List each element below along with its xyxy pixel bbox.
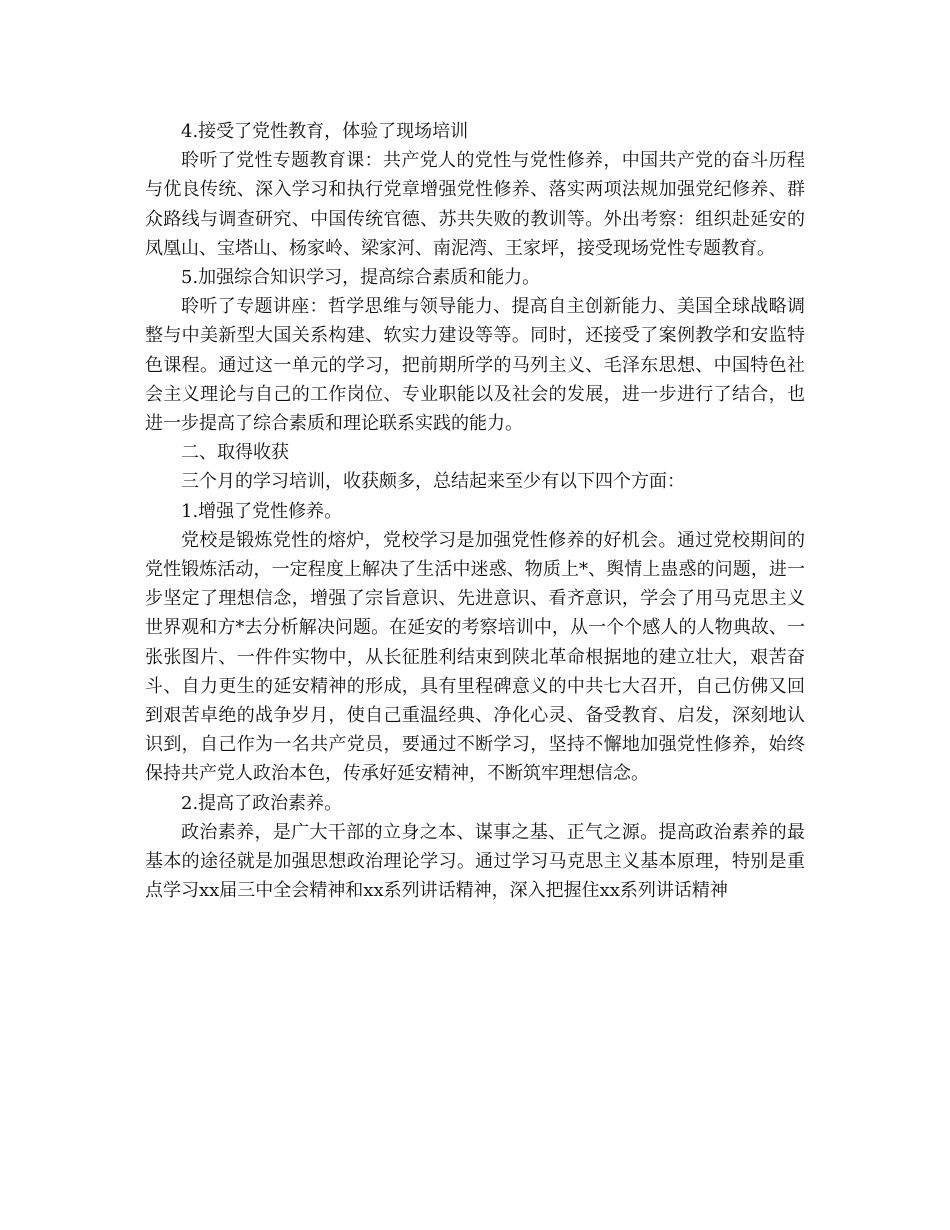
subheading-2: 2.提高了政治素养。 (181, 792, 343, 814)
paragraph-lectures: 聆听了专题讲座：哲学思维与领导能力、提高自主创新能力、美国全球战略调整与中美新型大国关系构建、软实力建设等等。同时，还接受了案例教学和安监特色课程。通过这一单元的学习，把前期所学的马列主义、毛泽东思想、中国特色社会主义理论与自己的工作岗位、专业职能以及社会的发展，进一步进行了结合，也进一步提高了综合素质和理论联系实践的能力。 (145, 296, 805, 435)
section-heading-gains: 二、取得收获 (181, 442, 289, 464)
section-heading-4: 4.接受了党性教育，体验了现场培训 (181, 121, 469, 142)
paragraph-party-spirit: 党校是锻炼党性的熔炉，党校学习是加强党性修养的好机会。通过党校期间的党性锻炼活动，一定程度上解决了生活中迷惑、物质上*、舆情上蛊惑的问题，进一步坚定了理想信念，增强了宗旨意识、先进意识、看齐意识，学会了用马克思主义世界观和方*去分析解决问题。在延安的考察培训中，从一个个感人的人物典故、一张张图片、一件件实物中，从长征胜利结束到陕北革命根据地的建立壮大，艰苦奋斗、自力更生的延安精神的形成，具有里程碑意义的中共七大召开，自己仿佛又回到艰苦卓绝的战争岁月，使自己重温经典、净化心灵、备受教育、启发，深刻地认识到，自己作为一名共产党员，要通过不断学习，坚持不懈地加强党性修养，始终保持共产党人政治本色，传承好延安精神，不断筑牢理想信念。 (145, 529, 805, 785)
subheading-1: 1.增强了党性修养。 (181, 500, 343, 522)
paragraph-gains-intro: 三个月的学习培训，收获颇多，总结起来至少有以下四个方面： (181, 471, 685, 493)
document-page (145, 117, 805, 905)
paragraph-political-literacy: 政治素养，是广大干部的立身之本、谋事之基、正气之源。提高政治素养的最基本的途径就是加强思想政治理论学习。通过学习马克思主义基本原理，特别是重点学习xx届三中全会精神和xx系列讲话精神，深入把握住xx系列讲话精神 (145, 821, 805, 902)
section-heading-5: 5.加强综合知识学习，提高综合素质和能力。 (181, 267, 541, 289)
paragraph-party-education: 聆听了党性专题教育课：共产党人的党性与党性修养，中国共产党的奋斗历程与优良传统、深入学习和执行党章增强党性修养、落实两项法规加强党纪修养、群众路线与调查研究、中国传统官德、苏共失败的教训等。外出考察：组织赴延安的凤凰山、宝塔山、杨家岭、梁家河、南泥湾、王家坪，接受现场党性专题教育。 (145, 150, 805, 259)
